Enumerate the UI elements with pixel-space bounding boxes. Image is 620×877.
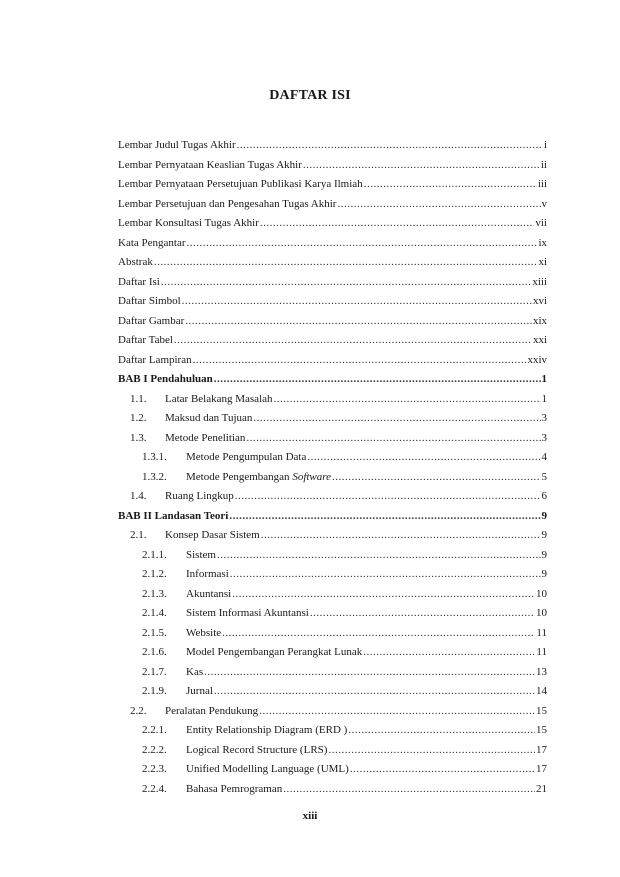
toc-entry-page: 3 bbox=[541, 412, 547, 424]
toc-entry-number: 2.1.2. bbox=[142, 568, 167, 580]
toc-entry-label bbox=[165, 429, 245, 449]
toc-entry-page: xix bbox=[532, 314, 547, 327]
toc-entry-label-text: Daftar Lampiran bbox=[118, 353, 192, 366]
toc-leader-dots bbox=[259, 702, 535, 722]
toc-entry-label-text: Daftar Gambar bbox=[118, 314, 185, 327]
toc-entry-page: 4 bbox=[541, 451, 547, 463]
toc-entry-label bbox=[186, 721, 347, 741]
toc-entry[interactable] bbox=[118, 136, 547, 156]
toc-entry-label bbox=[118, 292, 181, 312]
toc-entry-number: 1.4. bbox=[130, 490, 147, 502]
toc-entry-label-text: Sistem Informasi Akuntansi bbox=[186, 607, 309, 619]
toc-entry-page: 9 bbox=[541, 568, 547, 580]
toc-leader-dots bbox=[193, 351, 527, 371]
toc-leader-dots bbox=[363, 643, 535, 663]
toc-entry-label bbox=[118, 253, 153, 273]
toc-entry-page: 3 bbox=[541, 431, 547, 444]
toc-leader-dots bbox=[154, 253, 538, 273]
toc-leader-dots bbox=[348, 721, 535, 741]
toc-entry[interactable] bbox=[118, 390, 547, 410]
toc-entry-label-text: Maksud dan Tujuan bbox=[165, 412, 253, 424]
toc-entry-label bbox=[118, 370, 213, 390]
toc-entry-label bbox=[186, 682, 213, 702]
toc-entry-label-text: Lembar Persetujuan dan Pengesahan Tugas Akhir bbox=[118, 197, 337, 210]
toc-entry-label bbox=[165, 702, 258, 722]
toc-entry-label-text: Unified Modelling Language (UML) bbox=[186, 763, 349, 775]
toc-leader-dots bbox=[307, 448, 540, 468]
toc-entry-label-text: Lembar Pernyataan Keaslian Tugas Akhir bbox=[118, 158, 302, 171]
toc-leader-dots bbox=[350, 760, 535, 780]
toc-entry-page: 17 bbox=[536, 743, 547, 756]
toc-entry-label bbox=[186, 741, 327, 761]
toc-entry-page: 9 bbox=[541, 509, 547, 522]
toc-entry-label bbox=[118, 507, 228, 527]
toc-entry[interactable] bbox=[118, 780, 547, 800]
toc-entry-label-text: Akuntansi bbox=[186, 587, 232, 600]
toc-entry-page: i bbox=[543, 139, 547, 151]
toc-leader-dots bbox=[246, 429, 540, 449]
page-number: xiii bbox=[302, 810, 318, 822]
toc-entry-page: 15 bbox=[536, 724, 547, 736]
toc-entry-number: 2.2.4. bbox=[142, 782, 167, 795]
toc-leader-dots bbox=[230, 565, 541, 585]
table-of-contents bbox=[118, 136, 547, 799]
toc-leader-dots bbox=[235, 487, 541, 507]
toc-leader-dots bbox=[237, 136, 543, 156]
toc-entry-page: xi bbox=[538, 256, 547, 268]
toc-entry[interactable] bbox=[118, 643, 547, 663]
toc-entry-number: 2.1.9. bbox=[142, 685, 167, 697]
toc-entry-page: 21 bbox=[536, 782, 547, 795]
toc-entry-label bbox=[186, 780, 282, 800]
toc-entry[interactable] bbox=[118, 702, 547, 722]
toc-entry[interactable] bbox=[118, 526, 547, 546]
toc-entry-label bbox=[186, 643, 362, 663]
toc-entry[interactable] bbox=[118, 351, 547, 371]
toc-leader-dots bbox=[204, 663, 535, 683]
toc-leader-dots bbox=[303, 156, 540, 176]
toc-entry-page: 17 bbox=[536, 763, 547, 775]
toc-entry-label bbox=[186, 546, 216, 566]
toc-entry-number: 2.1.1. bbox=[142, 548, 167, 561]
toc-entry-label-text: Kata Pengantar bbox=[118, 236, 186, 249]
toc-entry-page: xvi bbox=[532, 295, 547, 307]
toc-entry-page: iii bbox=[537, 178, 547, 190]
toc-entry-label-text: Daftar Isi bbox=[118, 275, 160, 288]
toc-entry-label-text: Sistem bbox=[186, 548, 216, 561]
toc-entry[interactable] bbox=[118, 663, 547, 683]
toc-entry-label bbox=[186, 624, 221, 644]
toc-entry-label-text: Lembar Konsultasi Tugas Akhir bbox=[118, 217, 259, 229]
toc-leader-dots bbox=[214, 370, 541, 390]
toc-entry-number: 1.3. bbox=[130, 431, 147, 444]
toc-entry-label bbox=[186, 604, 309, 624]
toc-entry-label bbox=[186, 448, 306, 468]
toc-leader-dots bbox=[222, 624, 535, 644]
toc-entry-number: 2.1.3. bbox=[142, 587, 167, 600]
toc-entry-number: 1.1. bbox=[130, 392, 147, 405]
toc-entry[interactable] bbox=[118, 546, 547, 566]
toc-entry-label-text: Model Pengembangan Perangkat Lunak bbox=[186, 646, 363, 658]
toc-entry-label-text: Abstrak bbox=[118, 256, 153, 268]
toc-entry-label-text: Daftar Simbol bbox=[118, 295, 181, 307]
toc-entry-page: xiii bbox=[532, 275, 547, 288]
toc-entry-number: 2.1. bbox=[130, 529, 147, 541]
toc-leader-dots bbox=[260, 214, 535, 234]
toc-entry-page: 1 bbox=[541, 392, 547, 405]
toc-entry-label-text: Jurnal bbox=[186, 685, 213, 697]
toc-entry-label-italic: Software bbox=[292, 470, 332, 483]
toc-entry[interactable] bbox=[118, 253, 547, 273]
toc-entry-number: 1.3.2. bbox=[142, 470, 167, 483]
toc-entry-label bbox=[186, 663, 203, 683]
toc-entry[interactable] bbox=[118, 448, 547, 468]
toc-entry-label bbox=[186, 760, 349, 780]
toc-leader-dots bbox=[217, 546, 541, 566]
toc-entry-label bbox=[118, 273, 160, 293]
toc-leader-dots bbox=[328, 741, 535, 761]
toc-entry-number: 2.1.4. bbox=[142, 607, 167, 619]
toc-entry-page: 5 bbox=[541, 470, 547, 483]
toc-entry-label-text: Informasi bbox=[186, 568, 229, 580]
toc-leader-dots bbox=[214, 682, 535, 702]
toc-entry-page: xxi bbox=[532, 334, 547, 346]
toc-entry-page: 10 bbox=[536, 587, 547, 600]
toc-entry-number: 2.1.7. bbox=[142, 665, 167, 678]
toc-entry-number: 2.2.3. bbox=[142, 763, 167, 775]
toc-entry-number: 1.2. bbox=[130, 412, 147, 424]
toc-entry-page: 15 bbox=[536, 704, 547, 717]
toc-entry-label-text: Latar Belakang Masalah bbox=[165, 392, 273, 405]
toc-entry-number: 2.1.6. bbox=[142, 646, 167, 658]
toc-entry[interactable] bbox=[118, 429, 547, 449]
toc-entry-label-text: Konsep Dasar Sistem bbox=[165, 529, 260, 541]
toc-entry[interactable] bbox=[118, 292, 547, 312]
toc-entry-label-text: Metode Penelitian bbox=[165, 431, 246, 444]
toc-entry-label-text: Metode Pengembangan bbox=[186, 470, 293, 483]
toc-entry-label-text: Logical Record Structure (LRS) bbox=[186, 743, 328, 756]
toc-entry-page: vii bbox=[535, 217, 547, 229]
toc-entry[interactable] bbox=[118, 331, 547, 351]
toc-entry[interactable] bbox=[118, 585, 547, 605]
toc-entry[interactable] bbox=[118, 682, 547, 702]
toc-entry-page: v bbox=[541, 197, 547, 210]
toc-entry-label bbox=[118, 136, 236, 156]
toc-entry-label bbox=[118, 195, 336, 215]
toc-entry-page: 9 bbox=[541, 548, 547, 561]
toc-entry-number: 2.1.5. bbox=[142, 626, 167, 639]
toc-entry[interactable] bbox=[118, 312, 547, 332]
toc-leader-dots bbox=[364, 175, 537, 195]
toc-entry-label-text: Ruang Lingkup bbox=[165, 490, 234, 502]
toc-entry-label-text: Peralatan Pendukung bbox=[165, 704, 259, 717]
toc-entry-page: ix bbox=[538, 236, 547, 249]
toc-leader-dots bbox=[229, 507, 540, 527]
toc-entry[interactable] bbox=[118, 760, 547, 780]
toc-entry[interactable] bbox=[118, 370, 547, 390]
toc-entry-label-text: Lembar Pernyataan Persetujuan Publikasi Karya Ilmiah bbox=[118, 178, 363, 190]
toc-entry-number: 1.3.1. bbox=[142, 451, 167, 463]
toc-entry-label bbox=[165, 409, 252, 429]
toc-entry-number: 2.2. bbox=[130, 704, 147, 717]
toc-entry-label-text: Kas bbox=[186, 665, 204, 678]
toc-entry-label bbox=[118, 214, 259, 234]
toc-leader-dots bbox=[274, 390, 541, 410]
toc-entry-label bbox=[118, 312, 184, 332]
toc-entry-label bbox=[165, 526, 260, 546]
toc-entry[interactable] bbox=[118, 468, 547, 488]
toc-entry-page: 6 bbox=[541, 490, 547, 502]
toc-leader-dots bbox=[174, 331, 532, 351]
toc-entry[interactable] bbox=[118, 273, 547, 293]
toc-entry[interactable] bbox=[118, 175, 547, 195]
toc-leader-dots bbox=[261, 526, 541, 546]
toc-leader-dots bbox=[310, 604, 535, 624]
toc-entry-label-text: Daftar Tabel bbox=[118, 334, 173, 346]
toc-leader-dots bbox=[187, 234, 538, 254]
toc-entry-label bbox=[118, 351, 192, 371]
toc-entry[interactable] bbox=[118, 409, 547, 429]
toc-entry-label bbox=[118, 331, 173, 351]
toc-entry-label-text: Website bbox=[186, 626, 222, 639]
toc-leader-dots bbox=[337, 195, 540, 215]
toc-entry[interactable] bbox=[118, 214, 547, 234]
toc-entry-label bbox=[118, 175, 363, 195]
toc-entry-page: xxiv bbox=[527, 353, 547, 366]
toc-entry-label-text: BAB II Landasan Teori bbox=[118, 509, 229, 522]
toc-entry[interactable] bbox=[118, 195, 547, 215]
toc-entry[interactable] bbox=[118, 565, 547, 585]
toc-entry[interactable] bbox=[118, 624, 547, 644]
toc-entry-page: 9 bbox=[541, 529, 547, 541]
toc-entry-page: 1 bbox=[541, 373, 547, 385]
toc-entry[interactable] bbox=[118, 721, 547, 741]
toc-leader-dots bbox=[332, 468, 540, 488]
toc-entry-label bbox=[165, 487, 234, 507]
toc-entry[interactable] bbox=[118, 156, 547, 176]
toc-entry-label bbox=[165, 390, 273, 410]
toc-entry[interactable] bbox=[118, 234, 547, 254]
toc-entry-page: 14 bbox=[536, 685, 547, 697]
toc-entry-label bbox=[186, 565, 229, 585]
toc-entry-page: ii bbox=[540, 158, 547, 171]
toc-entry-label bbox=[118, 156, 302, 176]
toc-leader-dots bbox=[232, 585, 535, 605]
toc-entry[interactable] bbox=[118, 604, 547, 624]
toc-entry-page: 11 bbox=[536, 626, 547, 639]
toc-entry-page: 13 bbox=[536, 665, 547, 678]
page-title: DAFTAR ISI bbox=[269, 88, 351, 103]
toc-entry-number: 2.2.1. bbox=[142, 724, 167, 736]
toc-entry-label-text: Entity Relationship Diagram (ERD ) bbox=[186, 724, 348, 736]
toc-entry[interactable] bbox=[118, 507, 547, 527]
toc-entry-label bbox=[118, 234, 186, 254]
toc-entry-page: 11 bbox=[536, 646, 547, 658]
toc-entry-label bbox=[186, 585, 231, 605]
toc-entry-label-text: BAB I Pendahuluan bbox=[118, 373, 213, 385]
toc-entry-label-text: Bahasa Pemrograman bbox=[186, 782, 283, 795]
toc-entry-page: 10 bbox=[536, 607, 547, 619]
toc-leader-dots bbox=[182, 292, 532, 312]
toc-entry-label bbox=[186, 468, 331, 488]
toc-entry[interactable] bbox=[118, 487, 547, 507]
toc-entry-label-text: Lembar Judul Tugas Akhir bbox=[118, 139, 236, 151]
toc-entry[interactable] bbox=[118, 741, 547, 761]
toc-leader-dots bbox=[161, 273, 531, 293]
toc-leader-dots bbox=[253, 409, 540, 429]
toc-leader-dots bbox=[283, 780, 535, 800]
toc-leader-dots bbox=[185, 312, 532, 332]
toc-entry-label-text: Metode Pengumpulan Data bbox=[186, 451, 307, 463]
toc-entry-number: 2.2.2. bbox=[142, 743, 167, 756]
